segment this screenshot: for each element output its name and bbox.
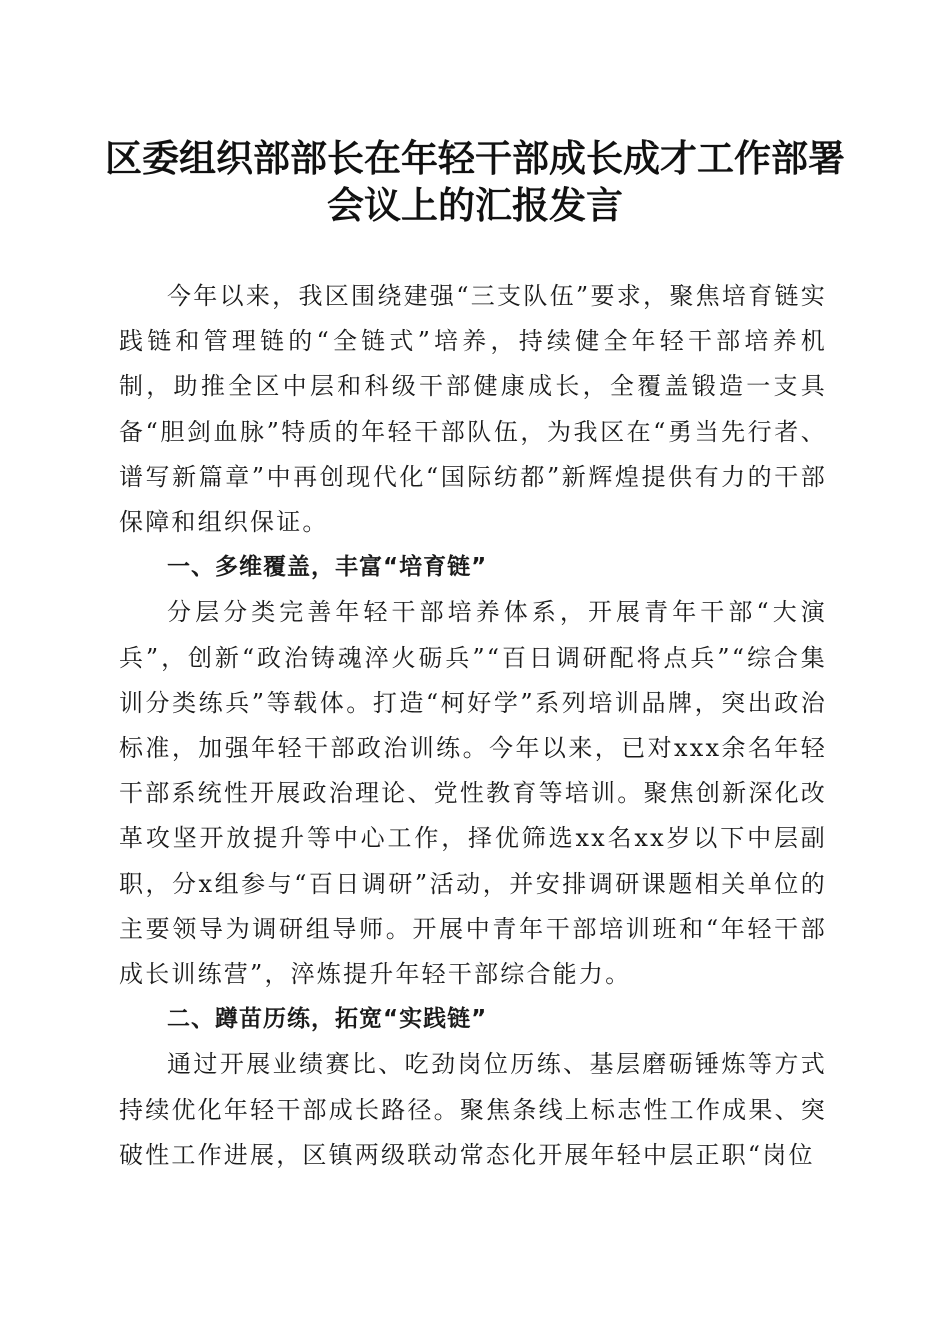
section-1-paragraph: 分层分类完善年轻干部培养体系，开展青年干部“大演兵”，创新“政治铸魂淬火砺兵”“百日调研配将点兵”“综合集训分类练兵”等载体。打造“柯好学”系列培训品牌，突出政治标准，加强年轻干部政治训练。今年以来，已对xxx余名年轻干部系统性开展政治理论、党性教育等培训。聚焦创新深化改革攻坚开放提升等中心工作，择优筛选xx名xx岁以下中层副职，分x组参与“百日调研”活动，并安排调研课题相关单位的主要领导为调研组导师。开展中青年干部培训班和“年轻干部成长训练营”，淬炼提升年轻干部综合能力。 [119,598,827,989]
section-1-heading: 一、多维覆盖，丰富“培育链” [167,554,488,581]
document-title-line-2: 会议上的汇报发言 [327,183,623,227]
section-2-paragraph: 通过开展业绩赛比、吃劲岗位历练、基层磨砺锤炼等方式持续优化年轻干部成长路径。聚焦条线上标志性工作成果、突破性工作进展，区镇两级联动常态化开展年轻中层正职“岗位 [119,1050,827,1169]
intro-paragraph: 今年以来，我区围绕建强“三支队伍”要求，聚焦培育链实践链和管理链的“全链式”培养，持续健全年轻干部培养机制，助推全区中层和科级干部健康成长，全覆盖锻造一支具备“胆剑血脉”特质的年轻干部队伍，为我区在“勇当先行者、谱写新篇章”中再创现代化“国际纺都”新辉煌提供有力的干部保障和组织保证。 [119,282,827,537]
section-2-heading: 二、蹲苗历练，拓宽“实践链” [167,1006,488,1033]
document-body [119,274,827,1178]
document-title-line-1: 区委组织部部长在年轻干部成长成才工作部署 [105,136,845,180]
